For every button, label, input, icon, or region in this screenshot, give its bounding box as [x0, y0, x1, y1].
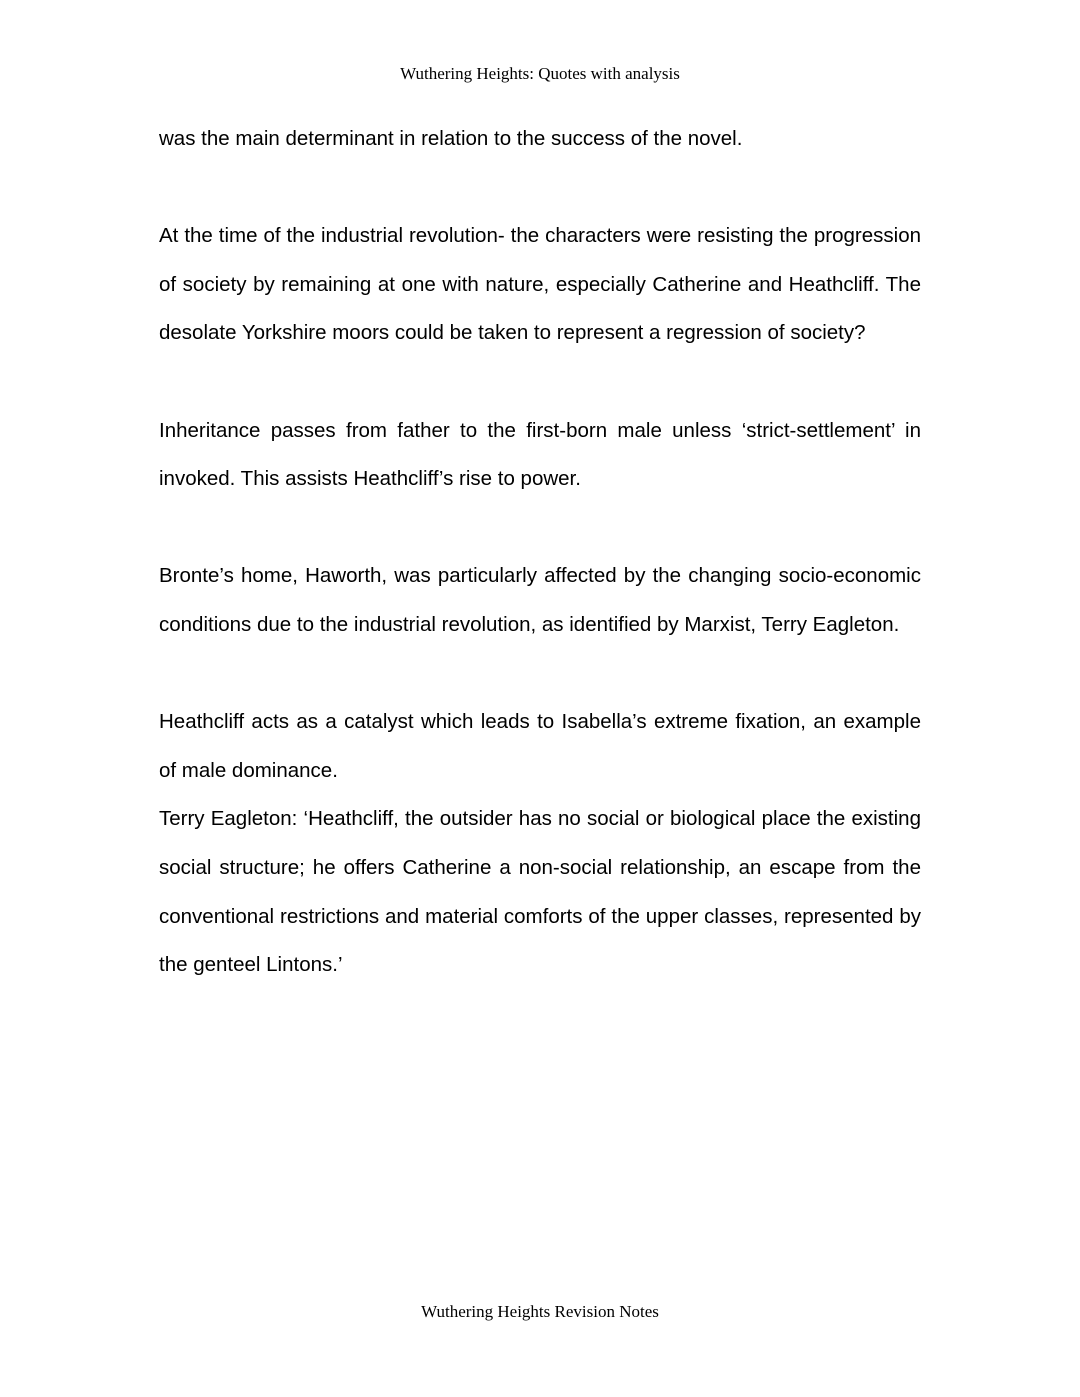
paragraph-eagleton-quote: Terry Eagleton: ‘Heathcliff, the outsider has no social or biological place the existing social structure; he offers Catherine a non-social relationship, an escape from the conventional restrictions and material comforts of the upper classes, represented by the genteel Lintons.’	[159, 807, 921, 977]
paragraph-industrial-revolution: At the time of the industrial revolution- the characters were resisting the progression of society by remaining at one with nature, especially Catherine and Heathcliff. The desolate Yorkshire moors could be taken to represent a regression of society?	[159, 224, 921, 345]
paragraph-inheritance: Inheritance passes from father to the first-born male unless ‘strict-settlement’ in invoked. This assists Heathcliff’s rise to power.	[159, 418, 921, 491]
page-header: Wuthering Heights: Quotes with analysis	[400, 64, 680, 83]
paragraph-haworth: Bronte’s home, Haworth, was particularly affected by the changing socio-economic conditions due to the industrial revolution, as identified by Marxist, Terry Eagleton.	[159, 564, 921, 636]
page-footer: Wuthering Heights Revision Notes	[421, 1302, 659, 1321]
paragraph-isabella-fixation: Heathcliff acts as a catalyst which leads to Isabella’s extreme fixation, an example of male dominance.	[159, 710, 921, 782]
paragraph-success-of-novel: was the main determinant in relation to the success of the novel.	[159, 127, 743, 150]
document-body	[159, 115, 921, 990]
